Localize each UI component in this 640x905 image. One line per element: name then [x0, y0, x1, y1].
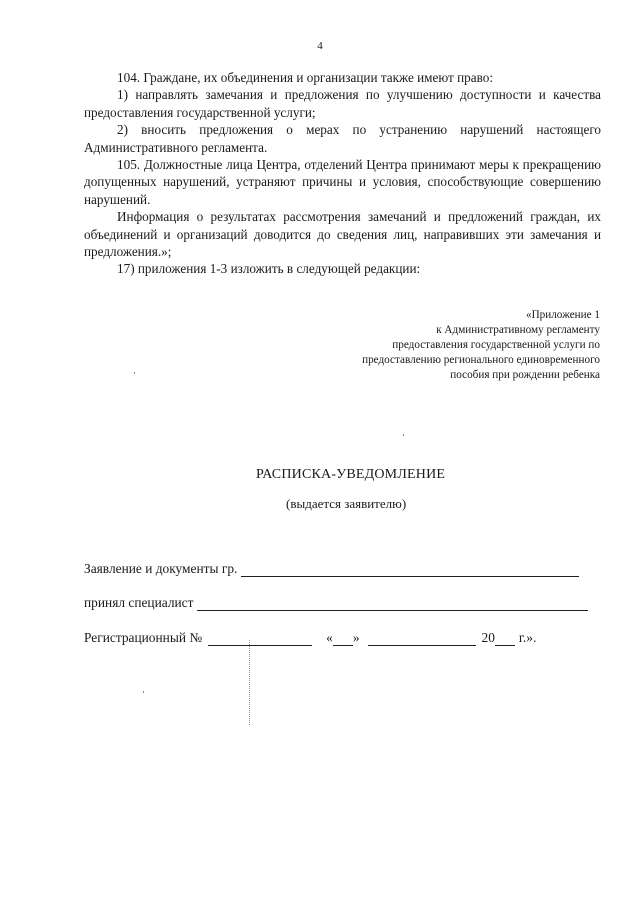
application-label: Заявление и документы гр. — [84, 561, 238, 576]
body-text — [84, 69, 601, 278]
scan-artifact — [134, 372, 135, 374]
quote-close: » — [352, 630, 360, 645]
paragraph-information: Информация о результатах рассмотрения замечаний и предложений граждан, их объединений и организаций доводится до сведения лиц, направивших эти замечания и предложения.»; — [84, 209, 601, 260]
month-blank — [368, 631, 476, 646]
scan-artifact — [403, 434, 404, 436]
day-blank — [333, 631, 353, 646]
appendix-line: предоставлению регионального единовременного — [362, 354, 600, 366]
paragraph-104: 104. Граждане, их объединения и организации также имеют право: — [117, 70, 493, 85]
form-line-specialist — [84, 595, 588, 611]
appendix-line: к Административному регламенту — [436, 324, 600, 336]
appendix-line: пособия при рождении ребенка — [450, 369, 600, 381]
form-line-registration — [84, 630, 536, 646]
paragraph-17: 17) приложения 1-3 изложить в следующей редакции: — [117, 261, 421, 277]
specialist-label: принял специалист — [84, 595, 194, 610]
paragraph-105: 105. Должностные лица Центра, отделений Центра принимают меры к прекращению допущенных нарушений, устраняют причины и условия, способствующие совершению нарушений. — [84, 157, 601, 207]
year-prefix: 20 — [481, 630, 495, 645]
form-subtitle: (выдается заявителю) — [286, 496, 407, 511]
form-title: РАСПИСКА-УВЕДОМЛЕНИЕ — [256, 467, 446, 482]
scan-artifact — [143, 691, 144, 693]
applicant-name-blank — [241, 562, 579, 577]
registration-number-blank — [208, 631, 312, 646]
scan-artifact — [249, 640, 251, 725]
appendix-note — [330, 308, 600, 383]
quote-open: « — [326, 630, 333, 645]
specialist-name-blank — [197, 596, 588, 611]
appendix-line: «Приложение 1 — [525, 309, 600, 321]
paragraph-104-item-1: 1) направлять замечания и предложения по улучшению доступности и качества предоставления государственной услуги; — [84, 87, 601, 120]
paragraph-104-item-2: 2) вносить предложения о мерах по устранению нарушений настоящего Административного регламента. — [84, 122, 601, 155]
date-suffix: г.». — [518, 630, 537, 645]
appendix-line: предоставления государственной услуги по — [392, 339, 600, 351]
registration-label: Регистрационный № — [84, 630, 203, 645]
form-line-application — [84, 561, 579, 577]
year-blank — [495, 631, 515, 646]
page-number: 4 — [317, 40, 323, 52]
